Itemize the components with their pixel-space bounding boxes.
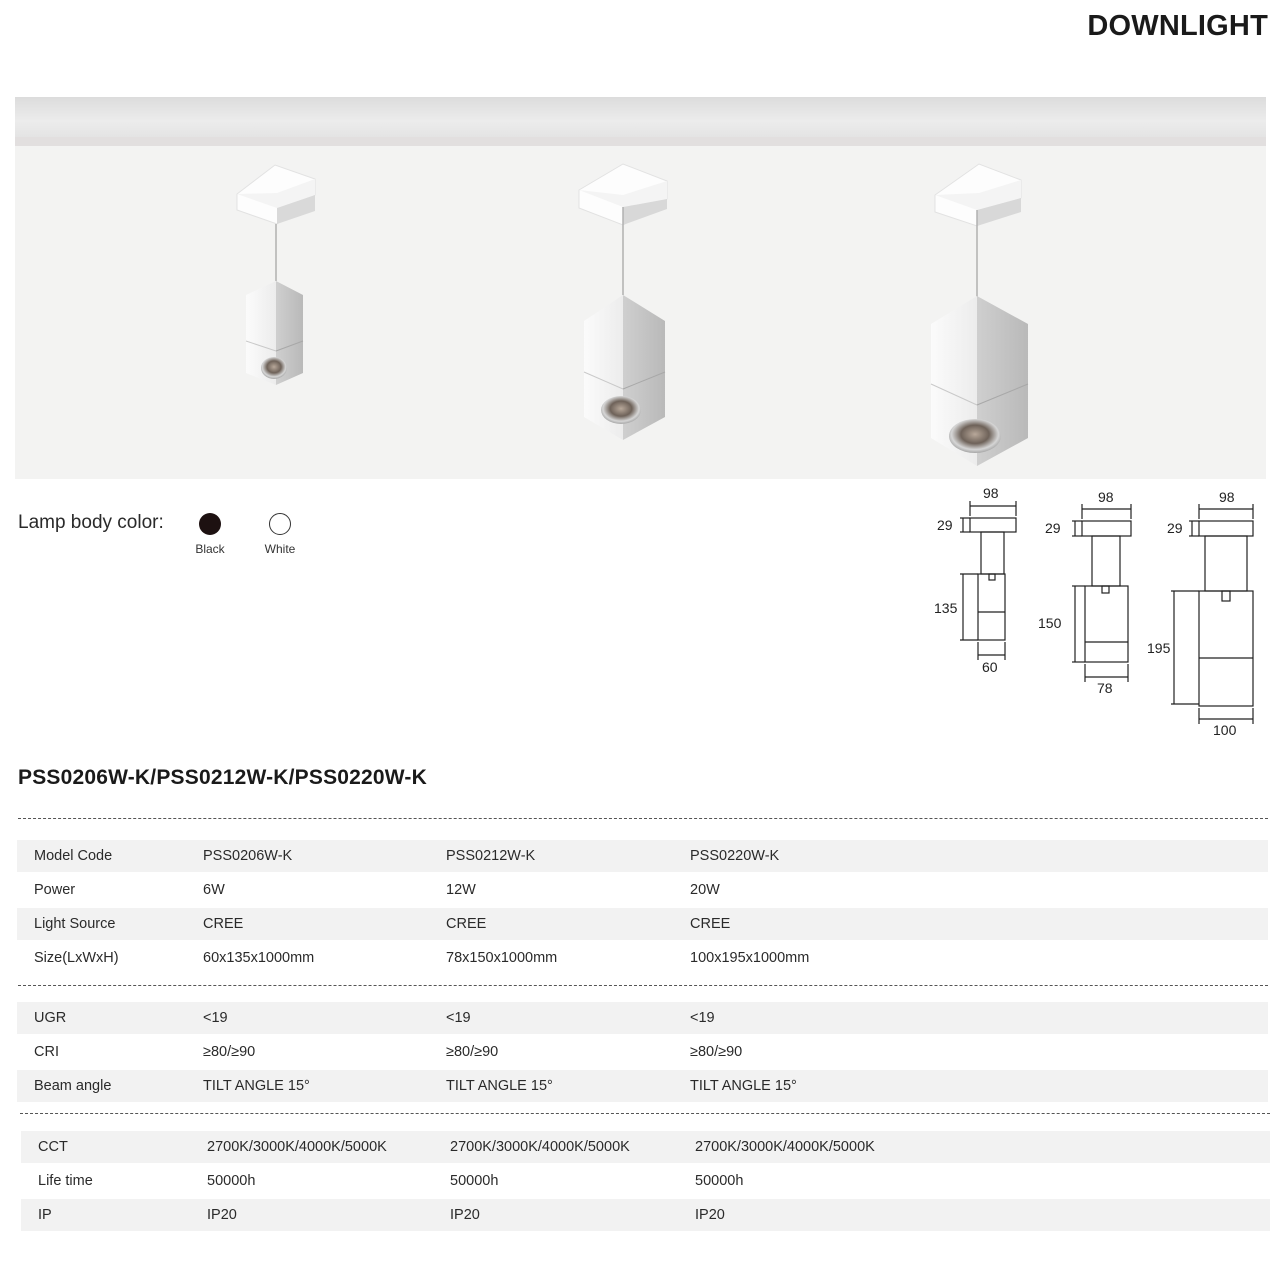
- dim-large-body-height: 195: [1147, 640, 1171, 656]
- color-swatch-white[interactable]: [269, 513, 291, 535]
- dim-small-cap-height: 29: [937, 517, 953, 533]
- spec-value: TILT ANGLE 15°: [690, 1078, 797, 1094]
- spec-value: 6W: [203, 882, 225, 898]
- page-title: DOWNLIGHT: [1087, 10, 1268, 42]
- spec-value: TILT ANGLE 15°: [203, 1078, 310, 1094]
- spec-value: 50000h: [695, 1173, 744, 1189]
- spec-row-power: [17, 874, 1268, 906]
- spec-value: CREE: [203, 916, 244, 932]
- spec-row-life-time: [21, 1165, 1270, 1197]
- spec-value: CREE: [690, 916, 731, 932]
- spec-value: PSS0220W-K: [690, 848, 780, 864]
- spec-value: 50000h: [450, 1173, 499, 1189]
- spec-value: TILT ANGLE 15°: [446, 1078, 553, 1094]
- spec-value: PSS0212W-K: [446, 848, 536, 864]
- dim-medium-top-width: 98: [1098, 489, 1114, 505]
- pendant-lamps-render: [15, 97, 1266, 479]
- spec-value: 2700K/3000K/4000K/5000K: [450, 1139, 630, 1155]
- spec-value: <19: [446, 1010, 471, 1026]
- dim-small-top-width: 98: [983, 485, 999, 501]
- dim-large-cap-height: 29: [1167, 520, 1183, 536]
- spec-value: 50000h: [207, 1173, 256, 1189]
- spec-value: 2700K/3000K/4000K/5000K: [207, 1139, 387, 1155]
- spec-value: PSS0206W-K: [203, 848, 293, 864]
- divider: [20, 1113, 1270, 1114]
- spec-row-cct: [21, 1131, 1270, 1163]
- dim-large-top-width: 98: [1219, 489, 1235, 505]
- spec-label: CRI: [34, 1044, 59, 1060]
- divider: [18, 985, 1268, 986]
- spec-label: Size(LxWxH): [34, 950, 119, 966]
- divider: [18, 818, 1268, 819]
- dimension-drawings: [920, 482, 1270, 744]
- spec-label: UGR: [34, 1010, 67, 1026]
- dim-medium-cap-height: 29: [1045, 520, 1061, 536]
- lamp-large: [931, 164, 1028, 466]
- dim-medium-body-width: 78: [1097, 680, 1113, 696]
- spec-label: Beam angle: [34, 1078, 112, 1094]
- color-caption-black: Black: [195, 542, 225, 556]
- dim-small-body-height: 135: [934, 600, 958, 616]
- spec-value: ≥80/≥90: [690, 1044, 743, 1060]
- spec-label: IP: [38, 1207, 52, 1223]
- spec-row-cri: [17, 1036, 1268, 1068]
- color-caption-white: White: [264, 542, 296, 556]
- spec-value: 100x195x1000mm: [690, 950, 810, 966]
- dimension-lines: [920, 482, 1270, 744]
- spec-value: ≥80/≥90: [203, 1044, 256, 1060]
- spec-row-model-code: [17, 840, 1268, 872]
- spec-value: 60x135x1000mm: [203, 950, 315, 966]
- dim-small-body-width: 60: [982, 659, 998, 675]
- dim-medium-body-height: 150: [1038, 615, 1062, 631]
- spec-label: Model Code: [34, 848, 113, 864]
- lamp-medium: [579, 164, 667, 440]
- spec-row-ip: [21, 1199, 1270, 1231]
- spec-value: CREE: [446, 916, 487, 932]
- spec-value: 2700K/3000K/4000K/5000K: [695, 1139, 875, 1155]
- spec-value: IP20: [695, 1207, 725, 1223]
- spec-value: 12W: [446, 882, 476, 898]
- spec-label: Light Source: [34, 916, 116, 932]
- color-swatch-black[interactable]: [199, 513, 221, 535]
- spec-value: 78x150x1000mm: [446, 950, 558, 966]
- spec-label: CCT: [38, 1139, 68, 1155]
- spec-value: IP20: [207, 1207, 237, 1223]
- dim-large-body-width: 100: [1213, 722, 1237, 738]
- spec-row-size: [17, 942, 1268, 974]
- spec-row-light-source: [17, 908, 1268, 940]
- spec-label: Life time: [38, 1173, 93, 1189]
- spec-value: ≥80/≥90: [446, 1044, 499, 1060]
- spec-row-ugr: [17, 1002, 1268, 1034]
- spec-value: IP20: [450, 1207, 480, 1223]
- lamp-small: [237, 165, 315, 385]
- spec-row-beam-angle: [17, 1070, 1268, 1102]
- spec-label: Power: [34, 882, 76, 898]
- spec-value: 20W: [690, 882, 720, 898]
- product-image: [15, 97, 1266, 479]
- spec-value: <19: [203, 1010, 228, 1026]
- lamp-body-color-label: Lamp body color:: [18, 512, 164, 533]
- model-title: PSS0206W-K/PSS0212W-K/PSS0220W-K: [18, 766, 427, 789]
- spec-value: <19: [690, 1010, 715, 1026]
